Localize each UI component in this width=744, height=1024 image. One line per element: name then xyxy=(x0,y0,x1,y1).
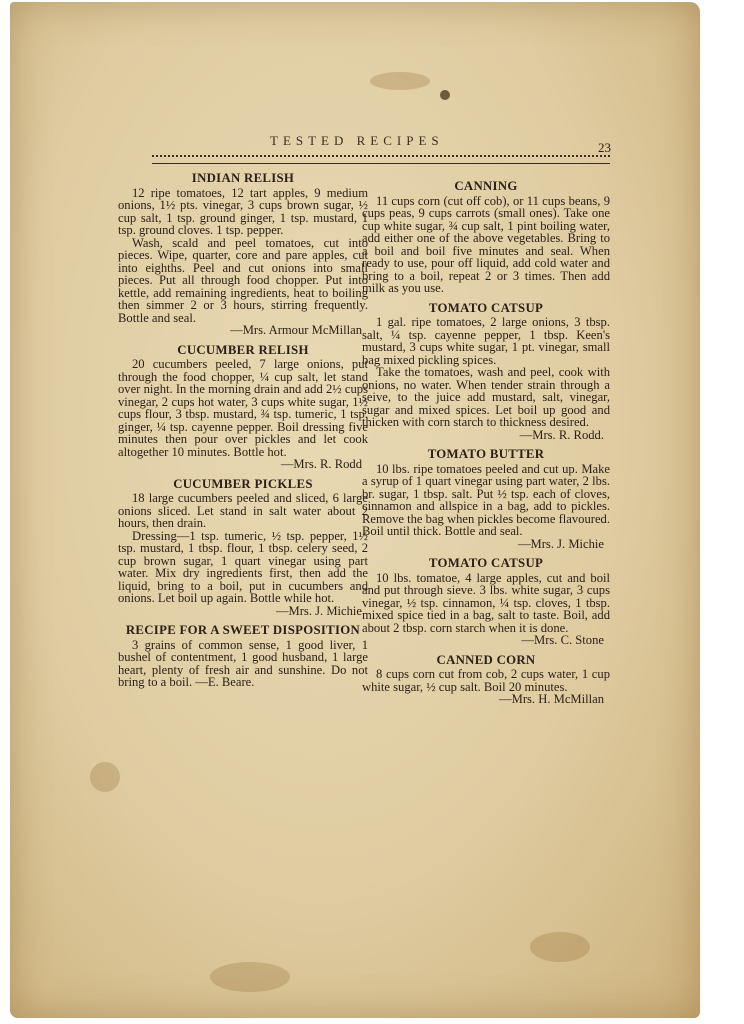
recipe-title: CUCUMBER PICKLES xyxy=(173,476,313,491)
recipe-tomato-catsup xyxy=(362,302,610,442)
stain xyxy=(210,962,290,992)
recipe-text: 20 cucumbers peeled, 7 large onions, put through the food chopper, ¼ cup salt, let stand over night. In the morning drain and add 2½ cups vinegar, 2 cups hot water, 3 cups white sugar, 1½ cups flour, 3 tbsp. mustard, ¾ tsp. tumeric, 1 tsp. ginger, ¼ tsp. cayenne pepper. Boil dressing five minutes then pour over pickles and let cook altogether 10 minutes. Bottle hot. xyxy=(118,357,368,459)
stain xyxy=(370,72,430,90)
recipe-title: CANNED CORN xyxy=(436,652,536,667)
recipe-text: 18 large cucumbers peeled and sliced, 6 large onions sliced. Let stand in salt water about 2 hours, then drain. xyxy=(118,491,368,530)
recipe-signature: —Mrs. C. Stone xyxy=(521,633,604,647)
recipe-text: 10 lbs. tomatoe, 4 large apples, cut and boil and put through sieve. 3 lbs. white sugar, 3 cups vinegar, ½ tsp. cinnamon, ¼ tsp. cloves, 1 tbsp. mixed spice tied in a bag, salt to taste. Boil, add about 2 tbsp. corn starch when it is done. xyxy=(362,570,610,635)
left-column xyxy=(118,172,368,696)
recipe-signature: —Mrs. Armour McMillan xyxy=(230,323,362,337)
recipe-title: TOMATO CATSUP xyxy=(428,556,544,570)
recipe-text: Take the tomatoes, wash and peel, cook with onions, no water. When tender strain through a seive, to the juice add mustard, salt, vinegar, sugar and mixed spices. Let boil up good and thicken with corn starch to thickness desired. xyxy=(362,365,610,429)
recipe-text: Dressing—1 tsp. tumeric, ½ tsp. pepper, 1½ tsp. mustard, 1 tbsp. flour, 1 tbsp. celery seed, 2 cup brown sugar, 1 quart vinegar using part water. Mix dry ingredients first, then add the liquid, bring to a boil, put in cucumbers and onions. Let boil up again. Bottle while hot. xyxy=(118,528,368,605)
recipe-text: 10 lbs. ripe tomatoes peeled and cut up. Make a syrup of 1 quart vinegar using part water, 2 lbs. br. sugar, 1 tbsp. salt. Put ½ tsp. each of cloves, cinnamon and allspice in a bag, add to pickles. Remove the bag when pickles become flavoured. Boil until thick. Bottle and seal. xyxy=(362,461,610,538)
recipe-title: TOMATO CATSUP xyxy=(428,300,544,315)
recipe-title: TOMATO BUTTER xyxy=(427,447,545,461)
stain xyxy=(530,932,590,962)
recipe-tomato-catsup-2 xyxy=(362,557,610,647)
recipe-title: CUCUMBER RELISH xyxy=(177,342,309,357)
header-rule xyxy=(152,155,610,164)
recipe-signature: —Mrs. J. Michie xyxy=(275,603,362,618)
recipe-text: 8 cups corn cut from cob, 2 cups water, 1 cup white sugar, ½ cup salt. Boil 20 minutes. xyxy=(362,667,610,694)
stain xyxy=(440,90,450,100)
running-head: TESTED RECIPES xyxy=(270,133,444,148)
stain xyxy=(90,762,120,792)
recipe-cucumber-pickles xyxy=(118,478,368,618)
recipe-cucumber-relish xyxy=(118,344,368,471)
recipe-title: INDIAN RELISH xyxy=(191,171,295,185)
right-column xyxy=(362,180,610,713)
recipe-canning xyxy=(362,180,610,295)
recipe-sweet-disposition xyxy=(118,624,368,689)
recipe-tomato-butter xyxy=(362,448,610,550)
recipe-signature: —Mrs. H. McMillan xyxy=(499,692,604,706)
page-number: 23 xyxy=(598,140,611,155)
recipe-title: CANNING xyxy=(454,179,518,193)
recipe-canned-corn xyxy=(362,654,610,706)
recipe-text: 11 cups corn (cut off cob), or 11 cups beans, 9 cups peas, 9 cups carrots (small ones). Take one cup white sugar, ¾ cup salt, 1 pint boiling water, add either one of the above vegetables. Bring to a boil and boil five minutes and seal. When ready to use, pour off liquid, add cold water and bring to a boil, repeat 2 or 3 times. Then add milk as you use. xyxy=(362,193,610,295)
recipe-text: Wash, scald and peel tomatoes, cut into pieces. Wipe, quarter, core and pare apples, cut into eighths. Peel and cut onions into small pieces. Put all through food chopper. Put into kettle, add remaining ingredients, heat to boiling then simmer 2 or 3 hours, stirring frequently. Bottle and seal. xyxy=(118,235,368,325)
recipe-signature: —Mrs. R. Rodd xyxy=(280,457,362,471)
recipe-indian-relish xyxy=(118,172,368,337)
recipe-text: 1 gal. ripe tomatoes, 2 large onions, 3 tbsp. salt, ¼ tsp. cayenne pepper, 1 tbsp. Keen's mustard, 3 cups white sugar, 1 pt. vinegar, small bag mixed pickling spices. xyxy=(362,315,610,367)
recipe-signature: —Mrs. J. Michie xyxy=(517,536,604,551)
recipe-text: 12 ripe tomatoes, 12 tart apples, 9 medium onions, 1½ pts. vinegar, 3 cups brown sugar, ½ cup salt, 1 tsp. ground ginger, 1 tsp. mustard, 1 tsp. ground cloves. 1 tsp. pepper. xyxy=(118,185,368,237)
recipe-text: 3 grains of common sense, 1 good liver, 1 bushel of contentment, 1 good husband, 1 large heart, plenty of fresh air and sunshine. Do not bring to a boil. —E. Beare. xyxy=(118,637,368,689)
recipe-signature: —Mrs. R. Rodd. xyxy=(519,427,604,442)
recipe-title: RECIPE FOR A SWEET DISPOSITION xyxy=(125,623,361,637)
